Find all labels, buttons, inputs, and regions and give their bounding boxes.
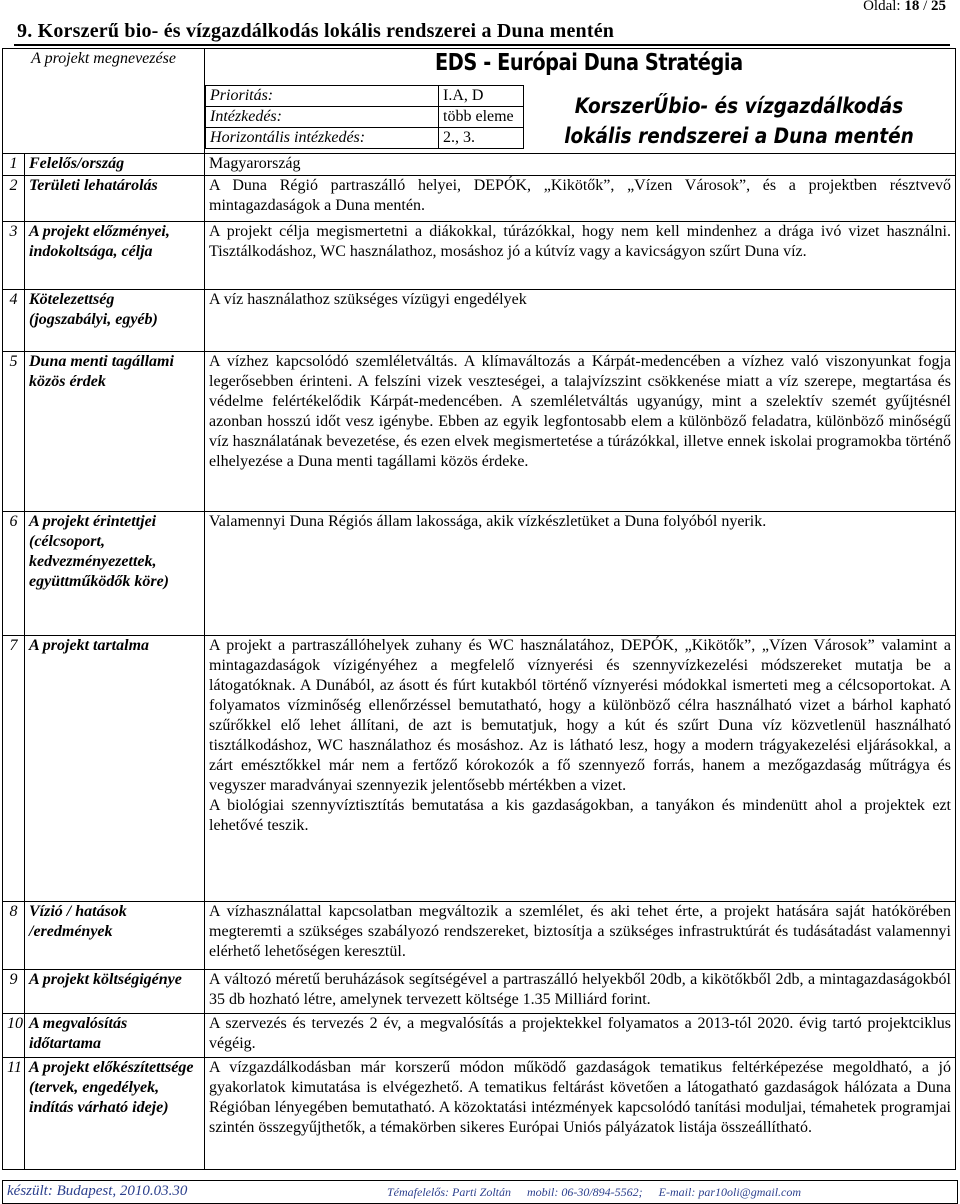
row-label: A projekt érintettjei (célcsoport, kedvezményezettek, együttműködők köre) <box>25 512 205 636</box>
measure-value: több eleme <box>439 107 524 128</box>
table-row <box>3 636 956 902</box>
row-number: 5 <box>3 352 25 512</box>
row-content: A vízhez kapcsolódó szemléletváltás. A klímaváltozás a Kárpát-medencében a vízhez való viszonyunkat fogja legerősebben érinteni. A felszíni vizek veszteségei, a talajvízszint csökkenése miatt a víz szerepe, megtartása és védelme felértékelődik Kárpát-medencében. A szemléletváltás ugyanúgy, mint a szelektív szemét gyűjtésnél azonban hosszú időt vesz igénybe. Ebben az egyik legfontosabb elem a különböző feladatra, különböző minőségű víz használatának bevezetése, és ezen elvek megismertetése a túrázókkal, illetve ennek iskolai programokba történő elhelyezése a Duna menti tagállami közös érdeke. <box>205 352 956 512</box>
row-number: 10 <box>3 1014 25 1058</box>
page-total: 25 <box>931 0 946 14</box>
row-label: Duna menti tagállami közös érdek <box>25 352 205 512</box>
page-footer <box>2 1180 958 1204</box>
header-divider <box>14 44 950 46</box>
page-current: 18 <box>904 0 920 14</box>
project-name: KorszerŰbio- és vízgazdálkodás lokális rendszerei a Duna mentén <box>564 94 914 148</box>
footer-prepared: készült: Budapest, 2010.03.30 <box>7 1183 188 1199</box>
table-row <box>3 352 956 512</box>
row-content-paragraph: A biológiai szennyvíztisztítás bemutatása a kis gazdaságokban, a tanyákon és mindenütt ahol a projektek ezt lehetővé teszik. <box>209 797 951 834</box>
table-row <box>3 290 956 352</box>
row-label: Területi lehatárolás <box>25 176 205 222</box>
row-content: A szervezés és tervezés 2 év, a megvalósítás a projektekkel folyamatos a 2013-tól 2020. évig tartó projektciklus végéig. <box>205 1014 956 1058</box>
row-number: 4 <box>3 290 25 352</box>
row-number: 2 <box>3 176 25 222</box>
priority-value: I.A, D <box>439 86 524 107</box>
table-row <box>3 222 956 290</box>
row-number: 9 <box>3 970 25 1014</box>
horizontal-label: Horizontális intézkedés: <box>206 128 439 149</box>
eds-title: EDS - Európai Duna Stratégia <box>435 50 743 76</box>
row-content: A víz használathoz szükséges vízügyi engedélyek <box>205 290 956 352</box>
row-label: A projekt előzményei, indokoltsága, célja <box>25 222 205 290</box>
row-number: 7 <box>3 636 25 902</box>
table-row <box>3 512 956 636</box>
table-row <box>3 154 956 176</box>
row-content: A Duna Régió partraszálló helyei, DEPÓK, „Kikötők”, „Vízen Városok”, és a projektben résztvevő mintagazdaságok a Duna mentén. <box>205 176 956 222</box>
table-row <box>3 902 956 970</box>
row-content: A vízhasználattal kapcsolatban megváltozik a szemlélet, és aki tehet érte, a projekt hatására saját hatókörében megteremti a szükséges szabályozó rendszereket, biztosítja a szükséges infrastruktúrát és tudásátadást valamennyi elérhető lehetőségen keresztül. <box>205 902 956 970</box>
page-prefix: Oldal: <box>863 0 905 14</box>
table-row <box>3 1058 956 1170</box>
row-number: 6 <box>3 512 25 636</box>
table-row <box>3 176 956 222</box>
row-label: A projekt előkészítettsége (tervek, engedélyek, indítás várható ideje) <box>25 1058 205 1170</box>
project-head-row <box>3 49 956 154</box>
row-number: 1 <box>3 154 25 176</box>
page-header <box>0 0 960 46</box>
horizontal-row <box>206 128 524 149</box>
row-content: Magyarország <box>205 154 956 176</box>
row-label: Vízió / hatások /eredmények <box>25 902 205 970</box>
row-number: 3 <box>3 222 25 290</box>
page-indicator <box>863 0 946 15</box>
table-row <box>3 1014 956 1058</box>
row-content: A vízgazdálkodásban már korszerű módon működő gazdaságok tematikus feltérképezése megoldható, a jó gyakorlatok kimutatása is elvégezhető. A tematikus feltárást követően a látogatható gazdaságok hálózata a Duna Régióban lényegében bemutatható. A közoktatási intézmények kapcsolódó tanítási moduljai, témahetek programjai szintén összegyűjthetők, a témakörben sikeres Európai Uniós pályázatok listája összeállítható. <box>205 1058 956 1170</box>
footer-contact <box>387 1185 817 1200</box>
document-title: 9. Korszerű bio- és vízgazdálkodás lokális rendszerei a Duna mentén <box>17 20 615 42</box>
priority-table <box>205 85 524 149</box>
footer-mobile: mobil: 06-30/894-5562; <box>527 1185 643 1199</box>
row-label: Felelős/ország <box>25 154 205 176</box>
table-row <box>3 970 956 1014</box>
project-name-label: A projekt megnevezése <box>3 49 205 154</box>
row-label: Kötelezettség (jogszabályi, egyéb) <box>25 290 205 352</box>
row-content <box>205 636 956 902</box>
row-label: A megvalósítás időtartama <box>25 1014 205 1058</box>
measure-row <box>206 107 524 128</box>
priority-row <box>206 86 524 107</box>
row-label: A projekt költségigénye <box>25 970 205 1014</box>
horizontal-value: 2., 3. <box>439 128 524 149</box>
project-head-cell <box>205 49 956 154</box>
row-number: 11 <box>3 1058 25 1170</box>
row-content-paragraph: A projekt a partraszállóhelyek zuhany és WC használatához, DEPÓK, „Kikötők”, „Vízen Városok” valamint a mintagazdaságok vízigényéhez a megfelelő víznyerési és szennyvízkezelési módszereket mutatja be a látogatóknak. A Dunából, az ásott és fúrt kutakból történő víznyerési módokkal ismerteti meg a célcsoportokat. A folyamatos vízminőség ellenőrzéssel bemutatható, hogy a különböző célra használható vizet a bárhol kapható szűrőkkel elő lehet állítani, de azt is bemutatjuk, hogy a kút és szűrt Duna víz közvetlenül használható tisztálkodáshoz, WC használathoz és mosáshoz. Az is látható lesz, hogy a modern trágyakezelési eljárásokkal, a zárt emésztőkkel már nem a fertőző kórokozók a fő szennyező forrás, hanem a mezőgazdaság műtrágya és vegyszer maradványai szennyezik jelentősebb mértékben a vizet. <box>209 637 951 794</box>
row-content: A változó méretű beruházások segítségével a partraszálló helyekből 20db, a kikötőkből 2db, a mintagazdaságokból 35 db hozható létre, amelynek tervezett költsége 1.35 Milliárd forint. <box>205 970 956 1014</box>
priority-label: Prioritás: <box>206 86 439 107</box>
footer-responsible: Témafelelős: Parti Zoltán <box>387 1185 511 1199</box>
row-content: Valamennyi Duna Régiós állam lakossága, akik vízkészletüket a Duna folyóból nyerik. <box>205 512 956 636</box>
project-table <box>2 48 956 1170</box>
measure-label: Intézkedés: <box>206 107 439 128</box>
footer-email: E-mail: par10oli@gmail.com <box>658 1185 802 1199</box>
row-number: 8 <box>3 902 25 970</box>
row-label: A projekt tartalma <box>25 636 205 902</box>
page-separator: / <box>919 0 931 14</box>
row-content: A projekt célja megismertetni a diákokkal, túrázókkal, hogy nem kell mindenhez a drága ivó vizet használni. Tisztálkodáshoz, WC használathoz, mosáshoz jó a kútvíz vagy a kavicságyon szűrt Duna víz. <box>205 222 956 290</box>
